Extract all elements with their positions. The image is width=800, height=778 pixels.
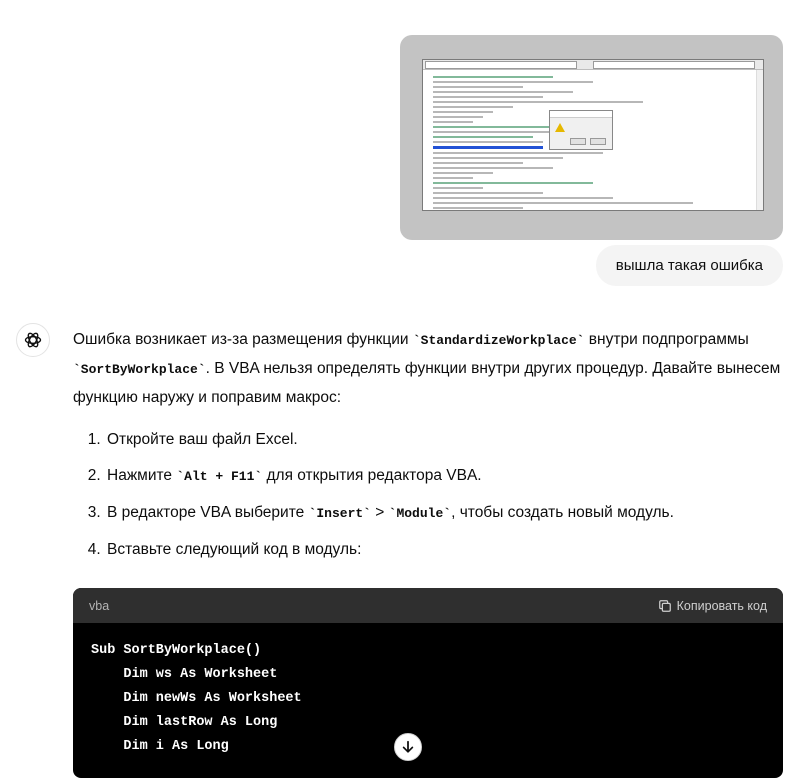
step-text: Откройте ваш файл Excel. bbox=[107, 431, 298, 448]
step-text: Вставьте следующий код в модуль: bbox=[107, 541, 362, 558]
answer-intro bbox=[73, 326, 783, 412]
step-item bbox=[105, 536, 783, 564]
intro-text-2: внутри подпрограммы bbox=[584, 331, 749, 348]
code-block bbox=[73, 588, 783, 778]
step-text: Нажмите bbox=[107, 467, 177, 484]
intro-text-3: . В VBA нельзя определять функции внутри других процедур. Давайте вынесем функцию наружу и поправим макрос: bbox=[73, 360, 781, 406]
inline-code-sub: `SortByWorkplace` bbox=[73, 362, 206, 377]
inline-code-function: `StandardizeWorkplace` bbox=[412, 333, 585, 348]
step-item bbox=[105, 499, 783, 528]
assistant-message bbox=[73, 326, 783, 572]
vba-editor-screenshot bbox=[422, 59, 764, 211]
error-dialog bbox=[549, 110, 613, 150]
code-content: Sub SortByWorkplace() Dim ws As Worksheet Dim newWs As Worksheet Dim lastRow As Long Dim i As Long bbox=[91, 643, 302, 754]
arrow-down-icon bbox=[401, 740, 415, 754]
step-item bbox=[105, 462, 783, 491]
step-text: В редакторе VBA выберите bbox=[107, 504, 309, 521]
copy-icon bbox=[658, 599, 672, 613]
inline-code-shortcut: `Alt + F11` bbox=[176, 469, 263, 484]
user-message-text: вышла такая ошибка bbox=[615, 257, 763, 274]
code-block-header bbox=[73, 588, 783, 623]
copy-code-label: Копировать код bbox=[676, 598, 767, 613]
editor-scrollbar bbox=[756, 70, 763, 210]
inline-code-menu-item: `Module` bbox=[388, 506, 452, 521]
intro-text-1: Ошибка возникает из-за размещения функции bbox=[73, 331, 413, 348]
step-text: для открытия редактора VBA. bbox=[262, 467, 482, 484]
user-message-bubble bbox=[596, 245, 783, 286]
step-text: > bbox=[370, 504, 389, 521]
copy-code-button[interactable] bbox=[658, 599, 767, 613]
step-item bbox=[105, 426, 783, 454]
code-language-label: vba bbox=[89, 598, 110, 613]
scroll-to-bottom-button[interactable] bbox=[394, 733, 422, 761]
assistant-logo-icon bbox=[23, 330, 43, 350]
user-attached-image[interactable] bbox=[400, 35, 783, 240]
assistant-avatar bbox=[16, 323, 50, 357]
inline-code-menu: `Insert` bbox=[308, 506, 371, 521]
steps-list bbox=[73, 426, 783, 564]
editor-toolbar bbox=[423, 60, 763, 70]
step-text: , чтобы создать новый модуль. bbox=[451, 504, 674, 521]
warning-icon bbox=[555, 123, 565, 132]
